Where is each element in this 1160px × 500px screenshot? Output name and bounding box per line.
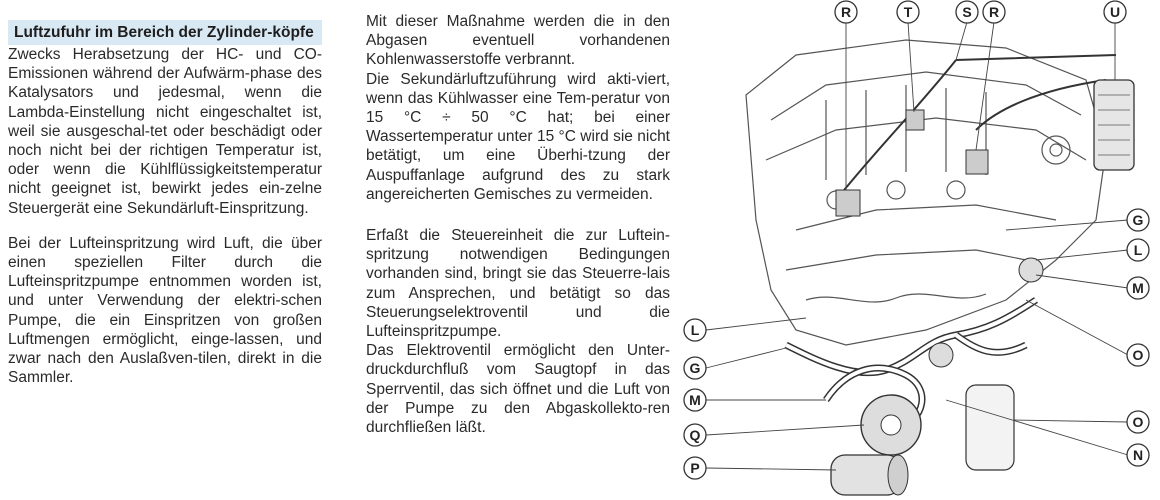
paragraph-emissions: Zwecks Herabsetzung der HC- und CO-Emissionen während der Aufwärm-phase des Katalysators und jedesmal, wenn die Lambda-Einstellung nicht eingeschaltet ist, weil sie ausgeschal-tet oder beschädigt oder noch nicht bei der richtigen Temperatur ist, oder wenn die Kühlflüssigkeitstemperatur nicht geeignet ist, bewirkt jedes ein-zelne Steuergerät eine Sekundärluft-Einspritzung. (8, 46, 322, 217)
svg-text:U: U (1109, 4, 1121, 20)
engine-block (746, 40, 1106, 345)
callout-left-1 (684, 319, 706, 341)
callout-top-3 (956, 1, 978, 23)
callout-right-6 (1127, 444, 1149, 466)
callout-right-2 (1127, 239, 1149, 261)
svg-text:Q: Q (689, 427, 701, 443)
leader-lines (706, 22, 1128, 470)
svg-text:S: S (962, 4, 972, 20)
valves (836, 110, 1043, 367)
engine-illustration (676, 0, 1160, 500)
svg-text:M: M (1132, 280, 1144, 296)
svg-text:L: L (1133, 242, 1143, 258)
paragraph-control-unit: Erfaßt die Steuereinheit die zur Luftein-spritzung notwendigen Bedingungen vorhanden sind, bringt sie das Steuerre-lais zum Ansprechen, und betätigt so das Steuerungselektroventil und die Lufteinspritzpumpe. (366, 227, 670, 341)
callout-left-5 (684, 457, 706, 479)
svg-text:P: P (690, 460, 700, 476)
svg-text:M: M (689, 392, 701, 408)
middle-column (366, 12, 670, 437)
svg-text:O: O (1132, 414, 1144, 430)
callout-left-3 (684, 389, 706, 411)
callout-right-5 (1127, 411, 1149, 433)
svg-text:N: N (1132, 447, 1144, 463)
engine-drawing (676, 0, 1160, 500)
svg-text:G: G (689, 360, 701, 376)
callout-right-4 (1127, 344, 1149, 366)
air-hoses (786, 55, 1116, 430)
svg-text:G: G (1132, 212, 1144, 228)
svg-text:L: L (690, 322, 700, 338)
svg-text:R: R (988, 4, 1000, 20)
callout-right-1 (1127, 209, 1149, 231)
paragraph-air-injection: Bei der Lufteinspritzung wird Luft, die über einen speziellen Filter durch die Lufteinspritzpumpe entnommen worden ist, und unter Verwendung der elektri-schen Pumpe, die ein Einspritzen von großen Luftmengen ermöglicht, einge-lassen, und zwar nach den Auslaßven-tilen, direkt in die Sammler. (8, 234, 322, 387)
section-heading: Luftzufuhr im Bereich der Zylinder-köpfe (8, 20, 322, 45)
vacuum-canister (1094, 80, 1134, 170)
callout-top-1 (835, 1, 857, 23)
callout-right-3 (1127, 277, 1149, 299)
paragraph-activation: Die Sekundärluftzuführung wird akti-viert, wenn das Kühlwasser eine Tem-peratur von 15 °C ÷ 50 °C hat; bei einer Wassertemperatur unter 15 °C wird sie nicht betätigt, um eine Überhi-tzung der Auspuffanlage aufgrund des zu stark angereicherten Gemisches zu vermeiden. (366, 70, 670, 203)
svg-text:R: R (840, 4, 852, 20)
callout-top-2 (897, 1, 919, 23)
callout-top-5 (1104, 1, 1126, 23)
svg-text:T: T (903, 4, 913, 20)
left-column (8, 0, 322, 387)
callout-left-4 (684, 424, 706, 446)
svg-text:O: O (1132, 347, 1144, 363)
paragraph-electrovalve: Das Elektroventil ermöglicht den Unter-druckdurchfluß vom Saugtopf in das Sperrventil, das sich öffnet und die Luft von der Pumpe zu den Abgaskollekto-ren durchfließen läßt. (366, 342, 670, 437)
paragraph-hydrocarbons: Mit dieser Maßnahme werden die in den Abgasen eventuell vorhandenen Kohlenwasserstoffe verbrannt. (366, 13, 670, 69)
callout-left-2 (684, 357, 706, 379)
callout-top-4 (983, 1, 1005, 23)
